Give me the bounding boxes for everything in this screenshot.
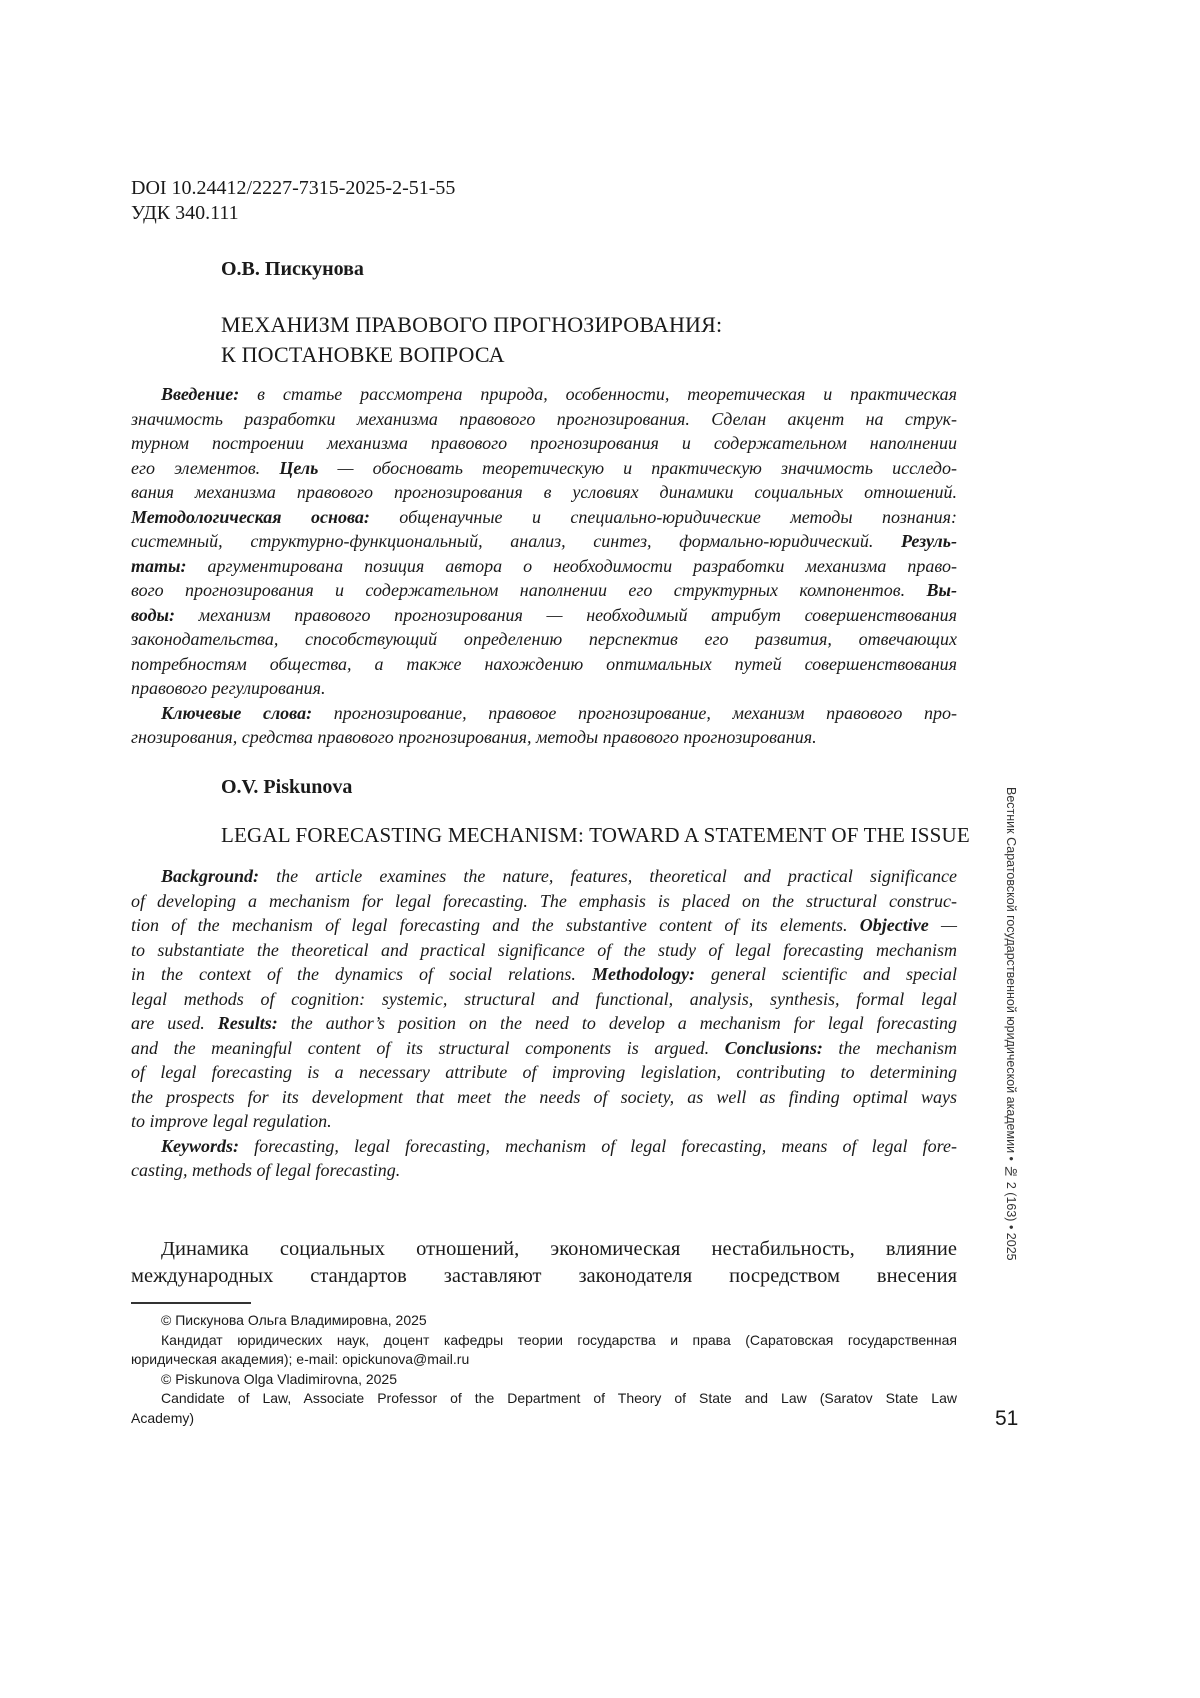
article-title-en: LEGAL FORECASTING MECHANISM: TOWARD A STATEMENT OF THE ISSUE bbox=[221, 823, 970, 847]
article-title-ru bbox=[221, 310, 722, 370]
text-line bbox=[131, 480, 957, 505]
text-segment: general scientific and special bbox=[694, 964, 957, 984]
text-segment: forecasting, legal forecasting, mechanism of legal forecasting, means of legal fore- bbox=[239, 1135, 957, 1156]
text-line bbox=[131, 1331, 957, 1351]
text-line bbox=[131, 1263, 957, 1290]
body-paragraph bbox=[131, 1236, 957, 1290]
text-line bbox=[131, 431, 957, 456]
text-line bbox=[131, 529, 957, 554]
running-head: Вестник Саратовской государственной юридической академии • № 2 (163) • 2025 bbox=[1004, 787, 1018, 1261]
text-segment: of legal forecasting is a necessary attribute of improving legislation, contributing to determining bbox=[131, 1062, 957, 1082]
text-segment: Academy) bbox=[131, 1409, 195, 1426]
footnotes bbox=[131, 1311, 957, 1428]
text-segment: in the context of the dynamics of social relations. bbox=[131, 964, 592, 984]
text-segment: the prospects for its development that meet the needs of society, as well as finding optimal ways bbox=[131, 1086, 957, 1107]
bold-label: Введение: bbox=[161, 384, 240, 404]
udk-code: УДК 340.111 bbox=[131, 202, 239, 224]
bold-label: таты: bbox=[131, 555, 187, 576]
text-line bbox=[131, 407, 957, 432]
bold-label: Methodology: bbox=[591, 964, 695, 984]
text-line bbox=[131, 1409, 957, 1429]
text-line bbox=[131, 725, 957, 750]
text-segment: to improve legal regulation. bbox=[131, 1111, 332, 1131]
bold-label: Ключевые слова: bbox=[161, 702, 313, 723]
text-segment: прогнозирование, правовое прогнозирование, механизм правового про- bbox=[312, 702, 957, 723]
text-segment: tion of the mechanism of legal forecasting and the substantive content of its elements. bbox=[131, 915, 860, 935]
text-segment: the mechanism bbox=[822, 1037, 957, 1058]
text-line bbox=[131, 864, 957, 889]
text-line bbox=[131, 1085, 957, 1110]
text-line bbox=[131, 1370, 957, 1390]
text-segment: в статье рассмотрена природа, особенности, теоретическая и практическая bbox=[239, 384, 957, 404]
text-line bbox=[131, 1236, 957, 1263]
text-segment: системный, структурно-функциональный, анализ, синтез, формально-юридический. bbox=[131, 531, 902, 551]
text-segment: Candidate of Law, Associate Professor of the Department of Theory of State and Law (Saratov State Law bbox=[161, 1390, 957, 1406]
text-segment: правового регулирования. bbox=[131, 678, 326, 698]
footnote-divider bbox=[131, 1302, 251, 1304]
text-segment: вого прогнозирования и содержательном наполнении его структурных компонентов. bbox=[131, 580, 927, 600]
text-segment: Кандидат юридических наук, доцент кафедры теории государства и права (Саратовская государственная bbox=[161, 1331, 957, 1348]
text-segment: are used. bbox=[131, 1013, 218, 1033]
text-segment: юридическая академия); e-mail: opickunova@mail.ru bbox=[131, 1351, 470, 1367]
text-line bbox=[131, 938, 957, 963]
text-line bbox=[131, 676, 957, 701]
abstract-ru bbox=[131, 382, 957, 750]
text-line bbox=[131, 987, 957, 1012]
text-line bbox=[131, 1158, 957, 1183]
text-segment: вания механизма правового прогнозирования в условиях динамики социальных отношений. bbox=[131, 482, 957, 502]
text-segment: законодательства, способствующий определению перспектив его развития, отвечающих bbox=[131, 629, 957, 649]
text-segment: casting, methods of legal forecasting. bbox=[131, 1160, 401, 1180]
bold-label: Conclusions: bbox=[724, 1037, 823, 1058]
text-line bbox=[131, 1311, 957, 1331]
text-line bbox=[131, 913, 957, 938]
text-segment: аргументирована позиция автора о необходимости разработки механизма право- bbox=[186, 555, 957, 576]
text-line bbox=[131, 652, 957, 677]
bold-label: Objective bbox=[859, 915, 929, 935]
text-segment: общенаучные и специально-юридические методы познания: bbox=[369, 506, 958, 527]
bold-label: Keywords: bbox=[161, 1135, 239, 1156]
bold-label: Цель bbox=[279, 457, 319, 478]
bold-label: Results: bbox=[217, 1013, 278, 1033]
text-line bbox=[131, 578, 957, 603]
text-segment: значимость разработки механизма правового прогнозирования. Сделан акцент на струк- bbox=[131, 408, 957, 429]
text-line bbox=[131, 962, 957, 987]
text-line bbox=[131, 1389, 957, 1409]
text-segment: of developing a mechanism for legal forecasting. The emphasis is placed on the structural construc- bbox=[131, 890, 957, 911]
text-segment: legal methods of cognition: systemic, structural and functional, analysis, synthesis, formal legal bbox=[131, 988, 957, 1009]
text-segment: — обосновать теоретическую и практическую значимость исследо- bbox=[318, 457, 957, 478]
text-line bbox=[131, 1134, 957, 1159]
text-line bbox=[131, 889, 957, 914]
bold-label: Резуль- bbox=[901, 531, 957, 551]
text-segment: to substantiate the theoretical and practical significance of the study of legal forecasting mechanism bbox=[131, 939, 957, 960]
text-line bbox=[131, 554, 957, 579]
text-line bbox=[131, 603, 957, 628]
text-segment: Динамика социальных отношений, экономическая нестабильность, влияние bbox=[161, 1238, 957, 1260]
text-line bbox=[131, 1036, 957, 1061]
text-segment: and the meaningful content of its structural components is argued. bbox=[131, 1037, 725, 1058]
title-line: МЕХАНИЗМ ПРАВОВОГО ПРОГНОЗИРОВАНИЯ: bbox=[221, 312, 723, 337]
page-number: 51 bbox=[995, 1407, 1019, 1430]
text-segment: the author’s position on the need to develop a mechanism for legal forecasting bbox=[277, 1013, 957, 1033]
text-segment: потребностям общества, а также нахождению оптимальных путей совершенствования bbox=[131, 653, 957, 674]
text-segment: — bbox=[928, 915, 957, 935]
text-segment: его элементов. bbox=[131, 457, 280, 478]
text-line bbox=[131, 1109, 957, 1134]
text-line bbox=[131, 627, 957, 652]
text-line bbox=[131, 456, 957, 481]
bold-label: Background: bbox=[161, 866, 260, 886]
text-line bbox=[131, 505, 957, 530]
abstract-en bbox=[131, 864, 957, 1183]
text-segment: the article examines the nature, features, theoretical and practical significance bbox=[259, 866, 957, 886]
text-line bbox=[131, 701, 957, 726]
author-ru: О.В. Пискунова bbox=[221, 258, 364, 280]
text-segment: © Пискунова Ольга Владимировна, 2025 bbox=[161, 1312, 427, 1328]
bold-label: Вы- bbox=[926, 580, 957, 600]
doi: DOI 10.24412/2227-7315-2025-2-51-55 bbox=[131, 177, 456, 199]
text-segment: международных стандартов заставляют законодателя посредством внесения bbox=[131, 1265, 957, 1287]
text-segment: механизм правового прогнозирования — необходимый атрибут совершенствования bbox=[174, 604, 957, 625]
bold-label: Методологическая основа: bbox=[131, 506, 370, 527]
text-line bbox=[131, 1011, 957, 1036]
text-segment: турном построении механизма правового прогнозирования и содержательном наполнении bbox=[131, 433, 957, 453]
text-line bbox=[131, 1350, 957, 1370]
bold-label: воды: bbox=[131, 604, 175, 625]
text-segment: гнозирования, средства правового прогнозирования, методы правового прогнозирования. bbox=[131, 727, 817, 747]
text-line bbox=[131, 1060, 957, 1085]
text-segment: © Piskunova Olga Vladimirovna, 2025 bbox=[161, 1370, 397, 1387]
text-line bbox=[131, 382, 957, 407]
author-en: O.V. Piskunova bbox=[221, 776, 353, 798]
title-line: К ПОСТАНОВКЕ ВОПРОСА bbox=[221, 342, 505, 367]
